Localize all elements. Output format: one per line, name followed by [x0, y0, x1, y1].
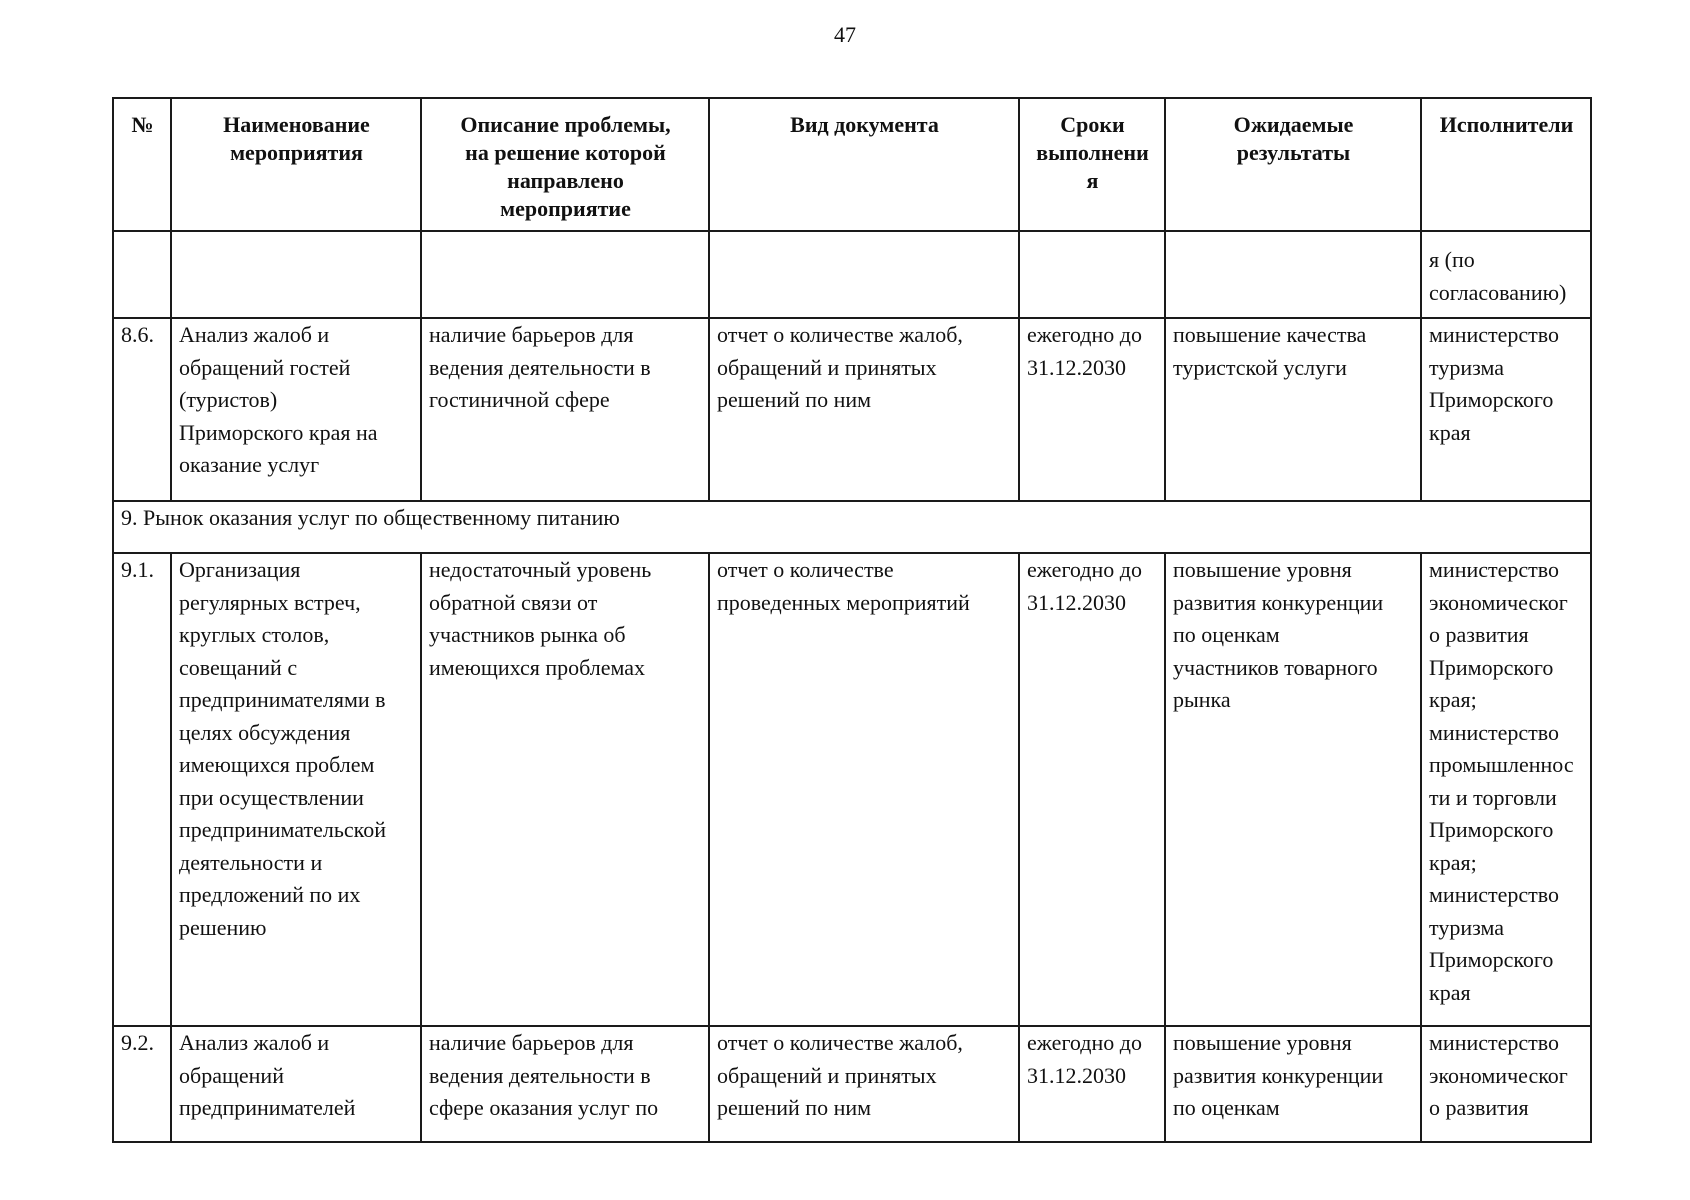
section-title: 9. Рынок оказания услуг по общественному питанию: [113, 501, 1591, 553]
header-doc-type: Вид документа: [709, 98, 1019, 231]
document-type: отчет о количестве проведенных мероприятий: [709, 553, 1019, 1026]
header-results: Ожидаемые результаты: [1165, 98, 1421, 231]
activities-table: [112, 97, 1592, 1143]
expected-results: повышение уровня развития конкуренции по оценкам: [1165, 1026, 1421, 1142]
table-row: [113, 553, 1591, 1026]
document-type: отчет о количестве жалоб, обращений и принятых решений по ним: [709, 318, 1019, 501]
problem-description: недостаточный уровень обратной связи от участников рынка об имеющихся проблемах: [421, 553, 709, 1026]
expected-results: повышение качества туристской услуги: [1165, 318, 1421, 501]
document-type: отчет о количестве жалоб, обращений и принятых решений по ним: [709, 1026, 1019, 1142]
executors: министерство экономическог о развития Приморского края; министерство промышленнос ти и торговли Приморского края; министерство туризма Приморского края: [1421, 553, 1591, 1026]
expected-results: повышение уровня развития конкуренции по оценкам участников товарного рынка: [1165, 553, 1421, 1026]
deadline: ежегодно до 31.12.2030: [1019, 318, 1165, 501]
header-name: Наименование мероприятия: [171, 98, 421, 231]
header-executors: Исполнители: [1421, 98, 1591, 231]
table-row: [113, 1026, 1591, 1142]
page-number: 47: [834, 22, 856, 47]
header-deadline: Сроки выполнени я: [1019, 98, 1165, 231]
table-header-row: [113, 98, 1591, 231]
activity-name: Анализ жалоб и обращений гостей (туристов) Приморского края на оказание услуг: [171, 318, 421, 501]
deadline: ежегодно до 31.12.2030: [1019, 553, 1165, 1026]
problem-description: наличие барьеров для ведения деятельности в сфере оказания услуг по: [421, 1026, 709, 1142]
row-number: 9.1.: [113, 553, 171, 1026]
deadline: ежегодно до 31.12.2030: [1019, 1026, 1165, 1142]
table-row-continuation: [113, 231, 1591, 318]
activity-name: Организация регулярных встреч, круглых столов, совещаний с предпринимателями в целях обсуждения имеющихся проблем при осуществлении предпринимательской деятельности и предложений по их решению: [171, 553, 421, 1026]
header-num: №: [113, 98, 171, 231]
table-row: [113, 318, 1591, 501]
row-number: 8.6.: [113, 318, 171, 501]
section-row: [113, 501, 1591, 553]
problem-description: наличие барьеров для ведения деятельности в гостиничной сфере: [421, 318, 709, 501]
executors: министерство туризма Приморского края: [1421, 318, 1591, 501]
executors: министерство экономическог о развития: [1421, 1026, 1591, 1142]
continuation-executors: я (по согласованию): [1421, 231, 1591, 318]
row-number: 9.2.: [113, 1026, 171, 1142]
header-problem: Описание проблемы, на решение которой направлено мероприятие: [421, 98, 709, 231]
activity-name: Анализ жалоб и обращений предпринимателей: [171, 1026, 421, 1142]
